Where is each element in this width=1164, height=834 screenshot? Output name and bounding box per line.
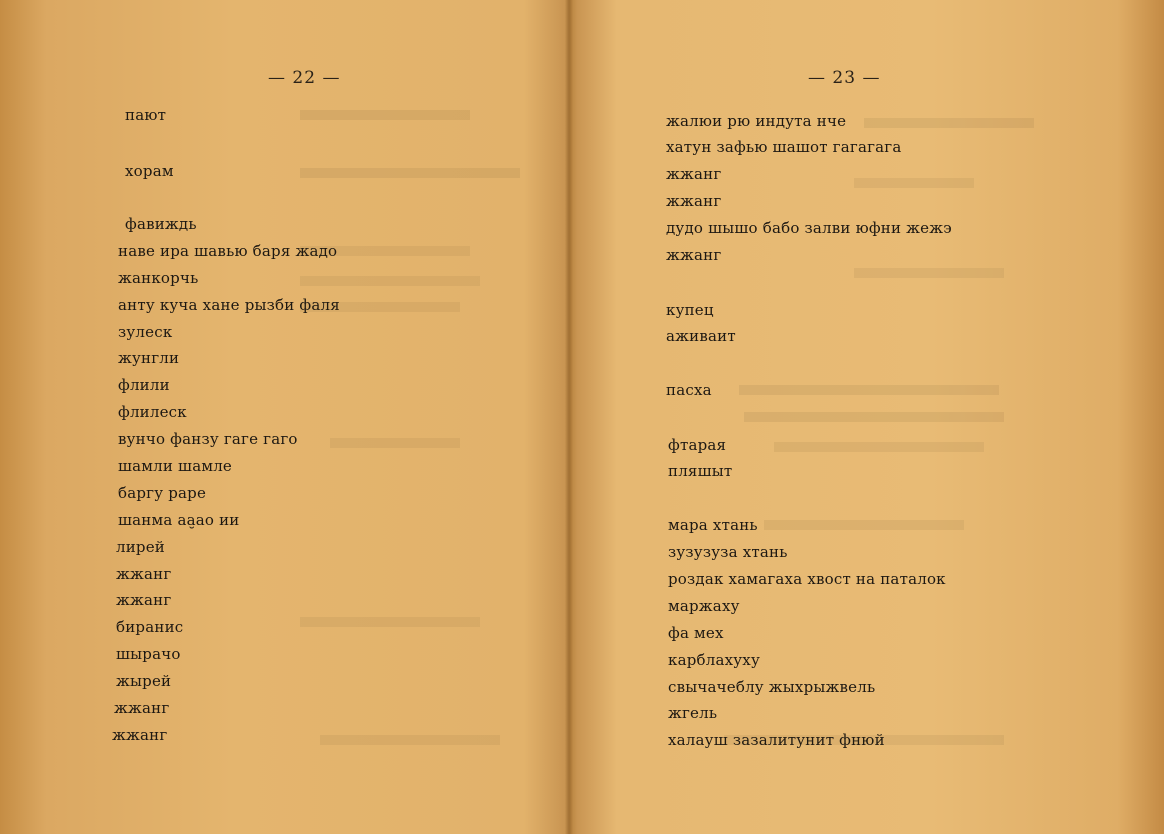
text-line: роздак хамагаха хвост на паталок	[668, 570, 946, 588]
left-page	[0, 0, 566, 834]
show-through	[330, 438, 460, 448]
text-line: жгель	[668, 704, 718, 722]
text-line: жжанг	[666, 192, 722, 210]
right-page	[574, 0, 1164, 834]
page-number-right: — 23 —	[808, 68, 881, 88]
show-through	[300, 246, 470, 256]
text-line: наве ира шавью баря жадо	[118, 242, 338, 260]
text-line: шырачо	[116, 645, 181, 663]
show-through	[300, 302, 460, 312]
text-line: купец	[666, 301, 714, 319]
text-line: пают	[125, 106, 167, 124]
show-through	[300, 110, 470, 120]
text-line: шанма аа̮ао ии	[118, 511, 240, 529]
text-line: зулеск	[118, 323, 173, 341]
show-through	[739, 385, 999, 395]
text-line: фтарая	[668, 436, 727, 454]
text-line: жжанг	[116, 591, 172, 609]
show-through	[320, 735, 500, 745]
show-through	[854, 268, 1004, 278]
text-line: пляшыт	[668, 462, 733, 480]
text-line: жжанг	[666, 165, 722, 183]
text-line: флили	[118, 376, 170, 394]
text-line: зузузуза хтань	[668, 543, 788, 561]
text-line: жжанг	[114, 699, 170, 717]
text-line: биранис	[116, 618, 184, 636]
text-line: вунчо фанзу гаге гаго	[118, 430, 298, 448]
book-gutter	[565, 0, 573, 834]
text-line: жжанг	[116, 565, 172, 583]
text-line: аживаит	[666, 327, 736, 345]
text-line: жжанг	[112, 726, 168, 744]
text-line: мара хтань	[668, 516, 758, 534]
text-line: флилеск	[118, 403, 187, 421]
show-through	[864, 118, 1034, 128]
text-line: жанкорчь	[118, 269, 199, 287]
show-through	[854, 178, 974, 188]
text-line: пасха	[666, 381, 712, 399]
text-line: карблахуху	[668, 651, 760, 669]
text-line: фа мех	[668, 624, 724, 642]
text-line: жалюи рю индута нче	[666, 112, 847, 130]
show-through	[724, 735, 1004, 745]
show-through	[300, 617, 480, 627]
page-number-left: — 22 —	[268, 68, 341, 88]
text-line: жырей	[116, 672, 172, 690]
text-line: жунгли	[118, 349, 180, 367]
text-line: шамли шамле	[118, 457, 233, 475]
show-through	[774, 442, 984, 452]
show-through	[764, 520, 964, 530]
text-line: лирей	[116, 538, 166, 556]
text-line: халауш зазалитунит фнюй	[668, 731, 885, 749]
show-through	[744, 412, 1004, 422]
text-line: хатун зафью шашот гагагага	[666, 138, 902, 156]
text-line: свычачеблу жыхрыжвель	[668, 678, 876, 696]
text-line: фавиждь	[125, 215, 197, 233]
show-through	[300, 168, 520, 178]
text-line: жжанг	[666, 246, 722, 264]
text-line: анту куча хане рызби фаля	[118, 296, 340, 314]
text-line: дудо шышо бабо залви юфни жежэ	[666, 219, 952, 237]
text-line: баргу раре	[118, 484, 207, 502]
show-through	[300, 276, 480, 286]
text-line: хорам	[125, 162, 174, 180]
text-line: маржаху	[668, 597, 740, 615]
